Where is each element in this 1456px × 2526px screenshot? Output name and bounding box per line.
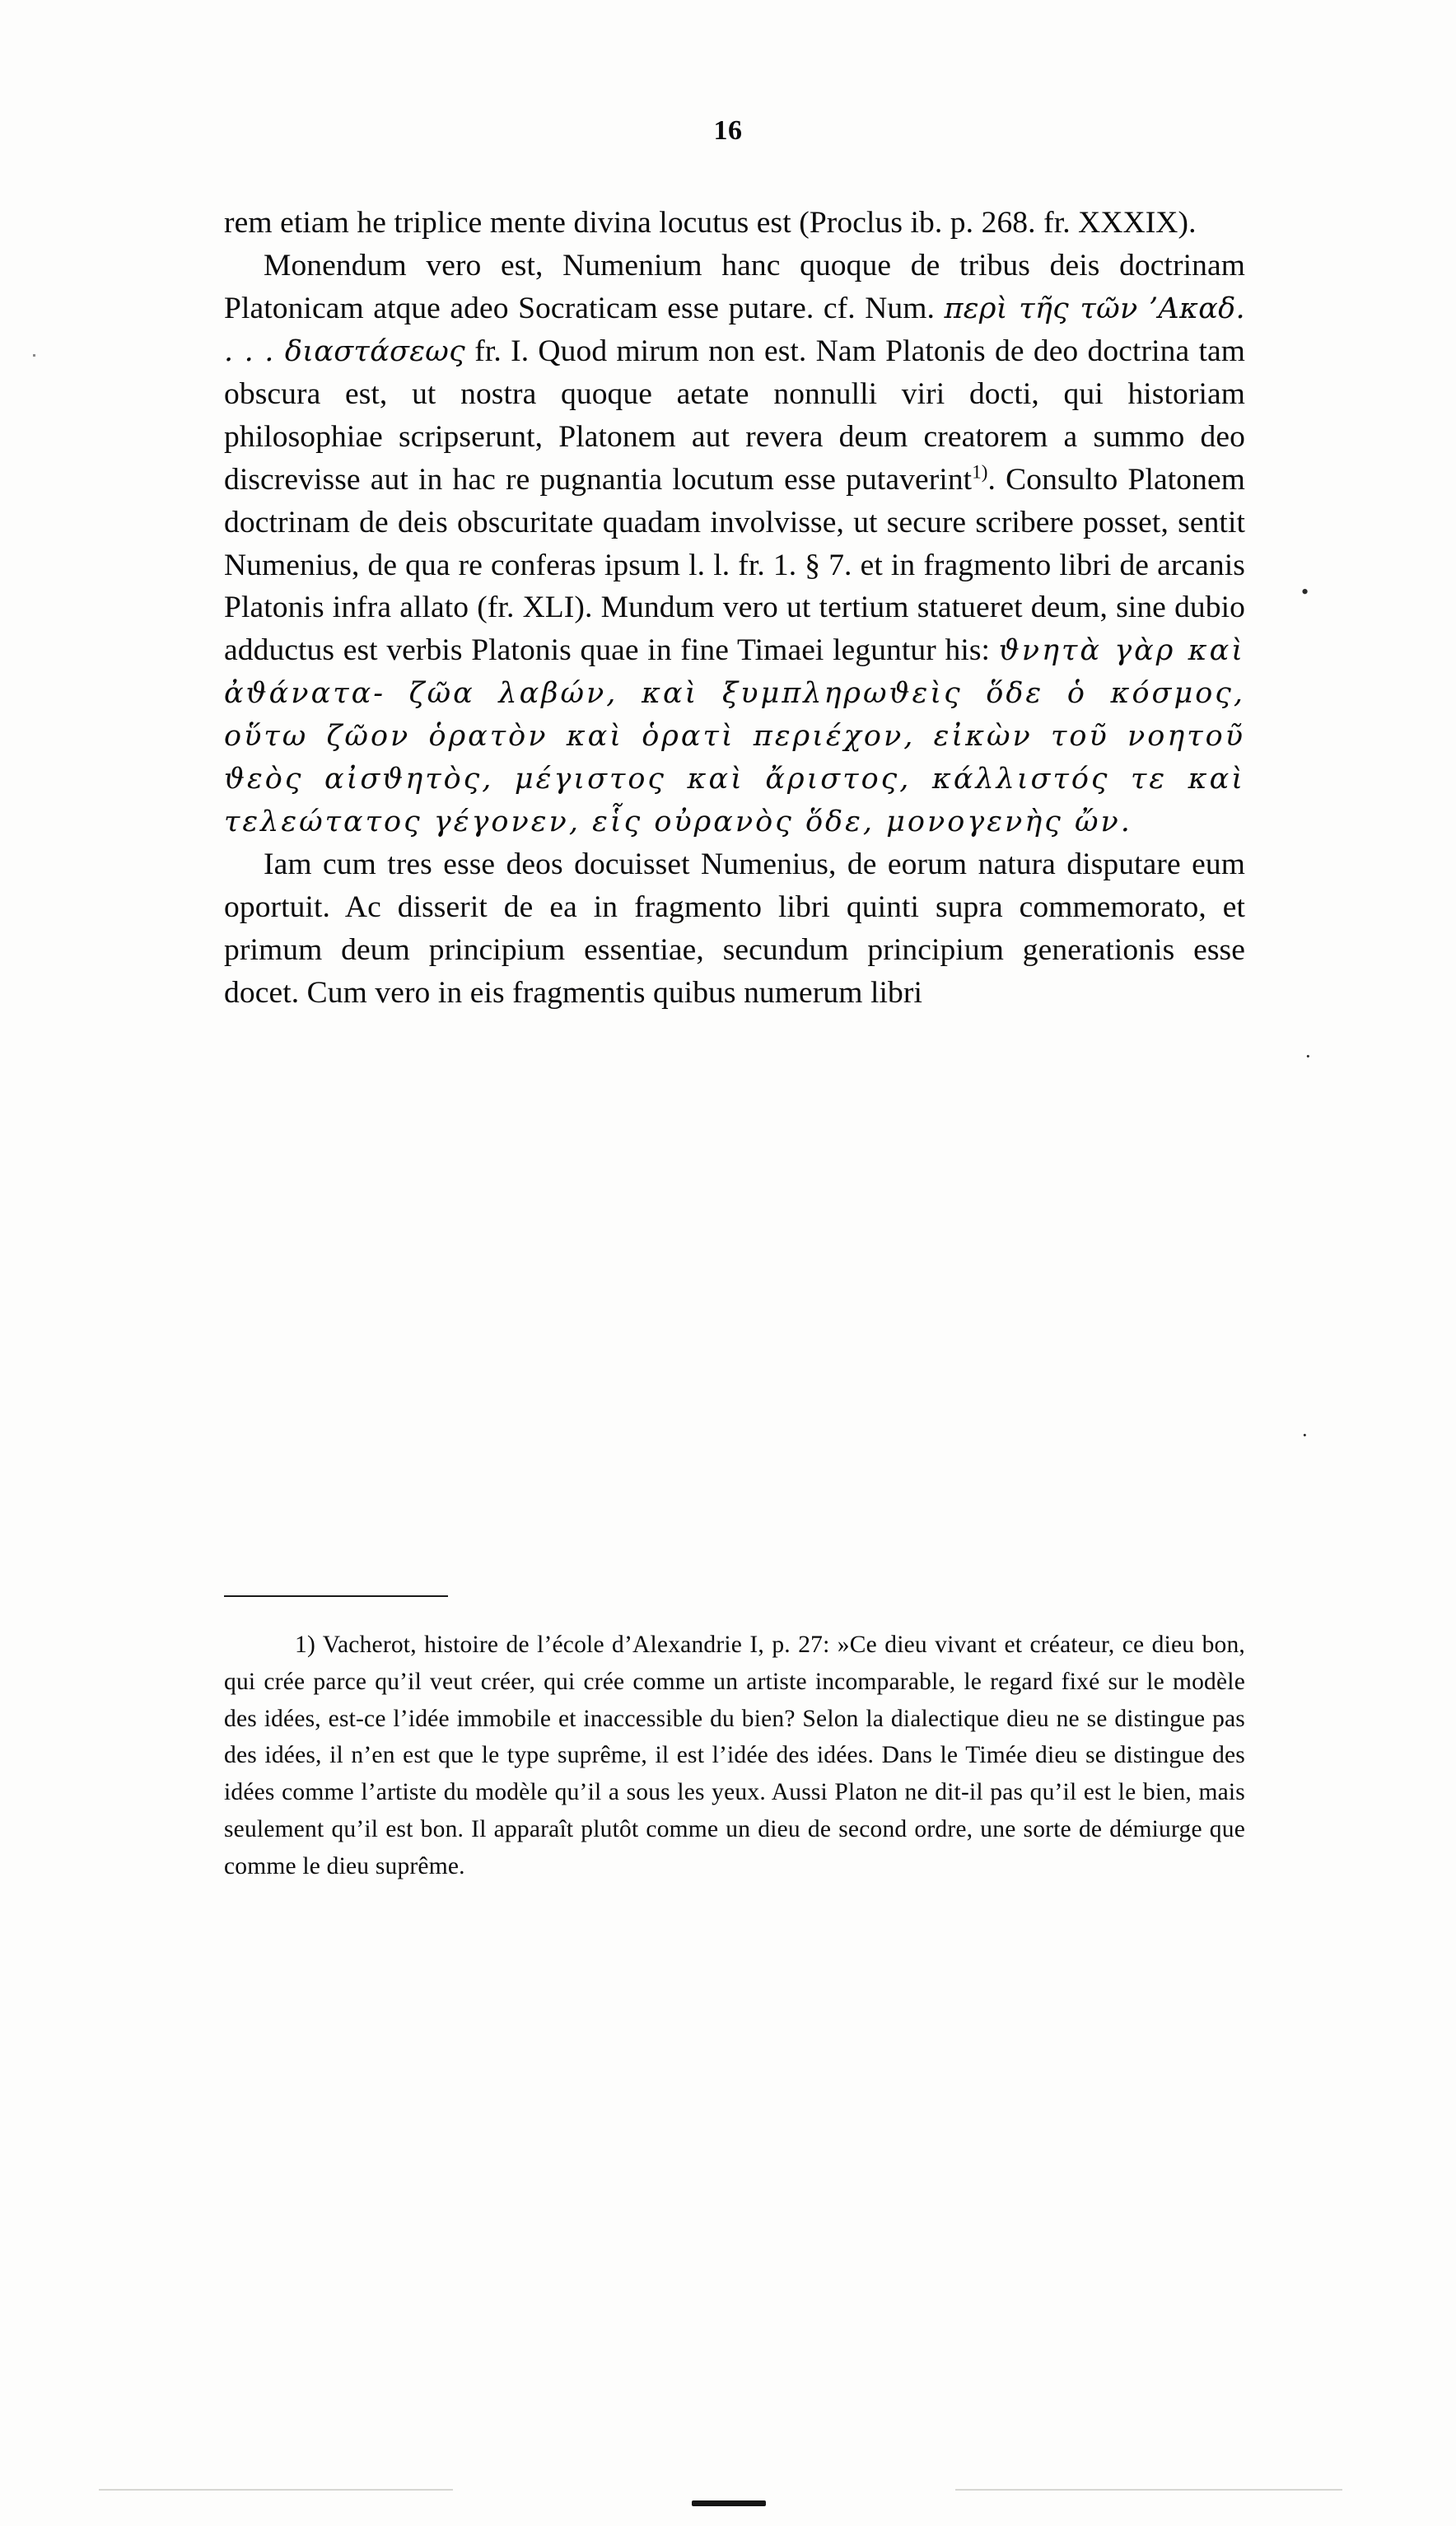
paragraph-iam-cum <box>224 843 1245 1015</box>
page-edge-shadow-left <box>99 2489 453 2491</box>
page-number: 16 <box>713 115 743 146</box>
paragraph-text: Iam cum tres esse deos docuisset Numenius, de eorum natura disputare eum oportuit. Ac disserit de ea in fragmento libri quinti supra commemorato, et primum deum principium essentiae, secundum principium generationis esse docet. Cum vero in eis fragmentis quibus numerum libri <box>224 847 1245 1010</box>
margin-dot-icon: · <box>1304 1044 1312 1068</box>
footnote-text: 1) Vacherot, histoire de l’école d’Alexandrie I, p. 27: »Ce dieu vivant et créateur, ce dieu bon, qui crée parce qu’il veut créer, qui crée comme un artiste incomparable, le regard fixé sur le modèle des idées, est-ce l’idée immobile et inaccessible du bien? Selon la dialectique dieu ne se distingue pas des idées, il n’en est que le type suprême, il est l’idée des idées. Dans le Timée dieu se distingue des idées comme l’artiste du modèle qu’il a sous les yeux. Aussi Platon ne dit-il pas qu’il est le bien, mais seulement qu’il est bon. Il apparaît plutôt comme un dieu de second ordre, une sorte de démiurge que comme le dieu suprême. <box>224 1632 1245 1879</box>
paragraph-text: Monendum vero est, Numenium hanc quoque de tribus deis doctrinam Platonicam atque adeo Socraticam esse putare. cf. Num. <box>224 248 1245 325</box>
footnote-marker[interactable]: 1) <box>972 461 988 483</box>
paragraph-text: . Consulto Platonem doctrinam de deis obscuritate quadam involvisse, ut secure scribere posset, sentit Numenius, de qua re conferas ipsum l. l. fr. 1. § 7. et in fragmento libri de arcanis Platonis infra allato (fr. XLI). Mundum vero ut tertium statueret deum, sine dubio adductus est verbis Platonis quae in fine Timaei leguntur his: <box>224 462 1245 668</box>
paragraph-monendum <box>224 245 1245 843</box>
scan-artifact-left <box>33 354 35 357</box>
footnote-column <box>224 1627 1245 1885</box>
footnote-divider-rule <box>224 1595 448 1597</box>
paragraph-continuation <box>224 202 1245 245</box>
page-edge-shadow-right <box>955 2489 1342 2491</box>
greek-citation-akad: περὶ τῆς τῶν ’Ακαδ. . . . διαστάσεως <box>224 292 1245 368</box>
paragraph-text: fr. I. Quod mirum non est. Nam Platonis de deo doctrina tam obscura est, ut nostra quoque aetate nonnulli viri docti, qui historiam philosophiae scripserunt, Platonem aut revera deum creatorem a summo deo discrevisse aut in hac re pugnantia locutum esse putaverint <box>224 334 1245 497</box>
scan-artifact-bottom <box>692 2500 766 2506</box>
paragraph-text: rem etiam he triplice mente divina locutus est (Proclus ib. p. 268. fr. XXXIX). <box>224 206 1197 240</box>
main-text-column <box>224 202 1245 1015</box>
margin-dot-icon: • <box>1301 580 1309 604</box>
greek-quotation-timaeus: ϑνητὰ γὰρ καὶ ἀϑάνατα- ζῶα λαβών, καὶ ξυμπληρωϑεὶς ὅδε ὁ κόσμος, οὕτω ζῶον ὁρατὸν καὶ ὁρατὶ περιέχον, εἰκὼν τοῦ νοητοῦ ϑεὸς αἰσϑητὸς, μέγιστος καὶ ἄριστος, κάλλιστός τε καὶ τελεώτατος γέγονεν, εἷς οὐρανὸς ὅδε, μονογενὴς ὤν. <box>224 634 1245 839</box>
margin-dot-icon: · <box>1301 1423 1309 1447</box>
